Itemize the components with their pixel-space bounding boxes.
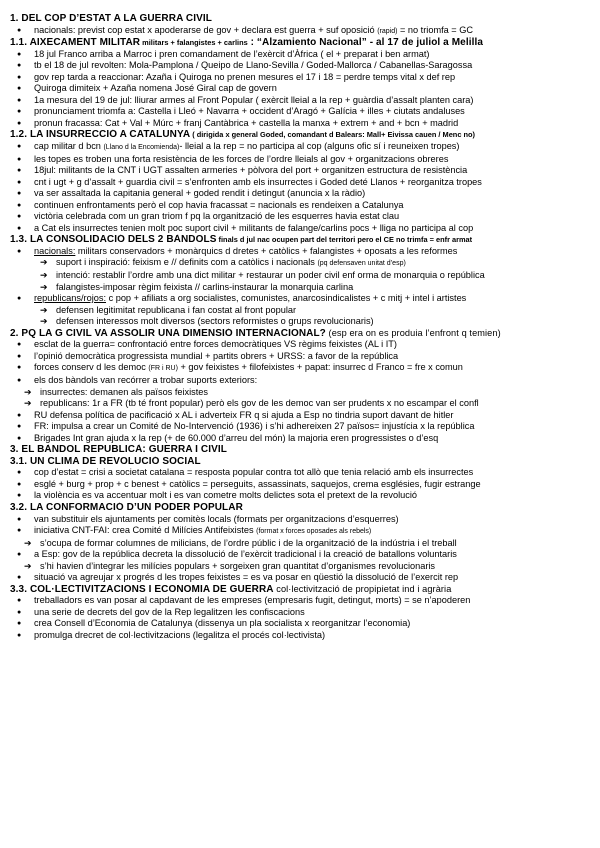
bullet-item (10, 479, 590, 491)
section-heading (10, 328, 590, 340)
underlined-label: nacionals: (34, 245, 76, 256)
line-text: s’ocupa de formar columnes de milicians, de l’ordre públic i de la organització de la indústria i el treball (40, 537, 457, 548)
section-heading (10, 444, 590, 456)
line-text: insurrectes: demanen als països feixistes (40, 386, 209, 397)
bullet-item (10, 351, 590, 363)
line-text: els dos bàndols van recórrer a trobar suports exteriors: (34, 374, 258, 385)
bullet-item (10, 630, 590, 642)
line-text: la violència es va accentuar molt i es van cometre molts delictes sota el pretext de la revolució (34, 490, 417, 501)
section-heading (10, 13, 590, 25)
bullet-item (10, 293, 590, 305)
line-text: promulga drecret de col·lectivitzacions (legalitza el procés col·lectivista) (34, 629, 326, 640)
section-heading (10, 37, 590, 49)
sub-bullet-item (10, 387, 590, 399)
line-text-continued: - lleial a la rep = no participa al cop (alguns ofic sí i reuneixen tropes) (179, 141, 460, 152)
line-text: 3.2. LA CONFORMACIÓ D’UN PODER POPULAR (10, 501, 243, 513)
line-text: 18jul: militants de la CNT i UGT assalten armeries + pòlvora del port + organitzen estructura de resistència (34, 165, 468, 176)
section-heading (10, 584, 590, 596)
sub-bullet-item (10, 257, 590, 270)
bullet-item (10, 223, 590, 235)
bullet-item (10, 595, 590, 607)
bullet-item (10, 362, 590, 375)
bullet-item (10, 514, 590, 526)
section-heading (10, 234, 590, 246)
line-text: pronun fracassa: Cat + Val + Múrc + franj Cantàbrica + castella la manxa + extrem + and + bcn + madrid (34, 117, 459, 128)
line-text: van substituir els ajuntaments per comitès locals (formats per organitzacions d’esquerres) (34, 513, 399, 524)
sub-bullet-item (10, 282, 590, 294)
line-text: a Cat els insurrectes tenien molt poc suport civil + militants de falange/carlins pocs + lliga no participa al cop (34, 222, 474, 233)
line-text: treballadors es van posar al capdavant de les empreses (empresaris fugit, detingut, morts) = se n’apoderen (34, 595, 471, 606)
bullet-item (10, 490, 590, 502)
bullet-item (10, 375, 590, 387)
small-note: (FR i RU) (148, 365, 178, 373)
line-text: cnt i ugt + g d’assalt + guardia civil = s’enfronten amb els insurrectes i Goded deté Llanos + reorganitza tropes (34, 176, 482, 187)
bullet-item (10, 211, 590, 223)
line-text: nacionals: previst cop estat x apoderarse de gov + declara est guerra + suf oposició (34, 24, 378, 35)
sub-bullet-item (10, 538, 590, 550)
bullet-item (10, 177, 590, 189)
bullet-item (10, 25, 590, 38)
bullet-item (10, 549, 590, 561)
bullet-item (10, 525, 590, 538)
line-text: 3.3. COL·LECTIVITZACIONS I ECONOMIA DE GUERRA (10, 583, 274, 595)
line-text: gov rep tarda a reaccionar: Azaña i Quiroga no prenen mesures el 17 i 18 = perdre temps vital x def rep (34, 71, 456, 82)
line-text: defensen legitimitat republicana i fan costat al front popular (56, 304, 297, 315)
line-text: Brigades Int gran ajuda x la rep (+ de 60.000 d’arreu del món) la majoria eren progressistes o d’esq (34, 432, 439, 443)
line-text: 3.1. UN CLIMA DE REVOLUCIÓ SOCIAL (10, 455, 201, 467)
line-text: situació va agreujar x progrés d les tropes feixistes = es va posar en qüestió la dissolució de l’exercit rep (34, 572, 459, 583)
sub-bullet-item (10, 305, 590, 317)
bullet-item (10, 433, 590, 445)
line-text: 1.3. LA CONSOLIDACIÓ DELS 2 BÀNDOLS (10, 234, 217, 246)
line-text: 2. PQ LA G CIVIL VA ASSOLIR UNA DIMENSIÓ INTERNACIONAL? (10, 327, 326, 339)
bullet-item (10, 83, 590, 95)
line-text: cap militar d bcn (34, 141, 104, 152)
line-text: s’hi havien d’integrar les milícies populars + sorgeixen gran quantitat d’organismes revolucionaris (40, 560, 436, 571)
bullet-item (10, 421, 590, 433)
line-text: intenció: restablir l’ordre amb una dict militar + restaurar un poder civil enf orma de monarquia o república (56, 270, 485, 281)
bullet-item (10, 118, 590, 130)
line-text: l’opinió democràtica progressista mundial + partits obrers + URSS: a favor de la república (34, 350, 399, 361)
sub-bullet-item (10, 270, 590, 282)
underlined-label: republicans/rojos: (34, 293, 107, 304)
small-note: (rapid) (377, 27, 398, 35)
line-text: FR: impulsa a crear un Comité de No-Intervenció (1936) i s’hi adhereixen 27 països= injustícia x la república (34, 421, 475, 432)
line-text: 3. EL BÀNDOL REPUBLICÀ: GUERRA I CIVIL (10, 444, 227, 456)
small-note: ( dirigida x general Goded, comandant d Balears: Mall+ Eivissa cauen / Menc no) (190, 130, 475, 140)
line-text: defensen interessos molt diversos (sectors reformistes o grups revolucionaris) (56, 316, 374, 327)
line-text: 18 jul Franco arriba a Marroc i pren comandament de l’exèrcit d’Àfrica ( el + preparat i ben armat) (34, 48, 430, 59)
line-text: les topes es troben una forta resistència de les forces de l’ordre lleials al gov + organitzacions obreres (34, 153, 449, 164)
line-text: pronunciament triomfa a: Castella i Lleó + Navarra + occident d’Aragó + Galícia + illes + ciutats andaluses (34, 106, 465, 117)
bullet-item (10, 141, 590, 154)
line-text: cop d’estat = crisi a societat catalana = resposta popular contra tot allò que tenia relació amb els insurrectes (34, 467, 474, 478)
section-heading (10, 456, 590, 468)
bullet-item (10, 410, 590, 422)
bullet-item (10, 95, 590, 107)
line-text: Quiroga dimiteix + Azaña nomena José Giral cap de govern (34, 83, 277, 94)
small-note: (pq defensaven unitat d’esp) (317, 260, 406, 268)
small-note: (Llano d la Encomienda) (103, 144, 180, 152)
bullet-item (10, 607, 590, 619)
line-text-continued: = no triomfa = GC (397, 24, 474, 35)
heading-note: col·lectivització de propipietat ind i agrària (273, 583, 452, 594)
bullet-item (10, 49, 590, 61)
line-text: iniciativa CNT-FAI: crea Comité d Milícies Antifeixistes (34, 525, 257, 536)
line-text: forces conserv d les democ (34, 362, 149, 373)
line-text: 1.2. LA INSURRECCIÓ A CATALUNYA (10, 129, 191, 141)
bullet-item (10, 572, 590, 584)
bullet-item (10, 246, 590, 258)
bullet-item (10, 60, 590, 72)
line-text: 1a mesura del 19 de jul: lliurar armes al Front Popular ( exèrcit lleial a la rep + guàrdia d’assalt planten cara) (34, 94, 474, 105)
section-heading (10, 502, 590, 514)
section-heading (10, 129, 590, 141)
sub-bullet-item (10, 561, 590, 573)
bullet-item (10, 188, 590, 200)
line-text: c pop + afiliats a org socialistes, comunistes, anarcosindicalistes + c mitj + intel i artistes (106, 293, 467, 304)
bullet-item (10, 618, 590, 630)
line-text-continued: + gov feixistes + filofeixistes + papat: insurrec d Franco = fre x comun (177, 362, 463, 373)
heading-note: (esp era on es produia l’enfront q temien) (325, 327, 501, 338)
sub-bullet-item (10, 316, 590, 328)
line-text: victòria celebrada com un gran triom f pq la organització de les esquerres havia estat clau (34, 211, 400, 222)
bullet-item (10, 200, 590, 212)
line-text: esclat de la guerra= confrontació entre forces democràtiques VS règims feixistes (AL i IT) (34, 339, 397, 350)
line-text: militars conservadors + monàrquics d dretes + catòlics + falangistes + oposats a les reformes (75, 245, 458, 256)
line-text: continuen enfrontaments però el cop havia fracassat = nacionals es rendeixen a Catalunya (34, 199, 404, 210)
line-text: falangistes-imposar règim feixista // carlins-instaurar la monarquia carlina (56, 281, 354, 292)
sub-bullet-item (10, 398, 590, 410)
line-text-continued: : “Alzamiento Nacional” - al 17 de juliol a Melilla (247, 37, 483, 49)
line-text: una serie de decrets del gov de la Rep legalitzen les confiscacions (34, 606, 305, 617)
line-text: RU defensa política de pacificació x AL i adverteix FR q si ajuda a Esp no tindria suport davant de hitler (34, 409, 454, 420)
line-text: crea Consell d’Economia de Catalunya (dissenya un pla socialista x reorganitzar l’economia) (34, 618, 411, 629)
small-note: finals d jul nac ocupen part del territori pero el CE no trimfa = enfr armat (216, 235, 473, 245)
bullet-item (10, 165, 590, 177)
bullet-item (10, 154, 590, 166)
small-note: militars + falangistes + carlins (140, 38, 248, 48)
line-text: tb el 18 de jul revolten: Mola-Pamplona / Queipo de Llano-Sevilla / Goded-Mallorca / Cabanellas-Saragossa (34, 60, 473, 71)
line-text: suport i inspiració: feixism e // definits com a catòlics i nacionals (56, 257, 318, 268)
line-text: va ser assaltada la capitania general + goded rendit i detingut (anuncia x la ràdio) (34, 188, 366, 199)
bullet-item (10, 339, 590, 351)
bullet-item (10, 106, 590, 118)
line-text: republicans: 1r a FR (tb té front popular) però els gov de les democ van ser prudents x no escampar el confl (40, 398, 479, 409)
line-text: 1. DEL COP D’ESTAT A LA GUERRA CIVIL (10, 13, 212, 24)
bullet-item (10, 467, 590, 479)
line-text: esglé + burg + prop + c benest + catòlics = perseguits, assassinats, saquejos, crema esglésies, fugir estrange (34, 478, 481, 489)
small-note: (format x forces oposades als rebels) (256, 528, 372, 536)
bullet-item (10, 72, 590, 84)
line-text: 1.1. AIXECAMENT MILITAR (10, 37, 141, 49)
line-text: a Esp: gov de la república decreta la dissolució de l’exèrcit tradicional i la creació de batallons voluntaris (34, 549, 457, 560)
